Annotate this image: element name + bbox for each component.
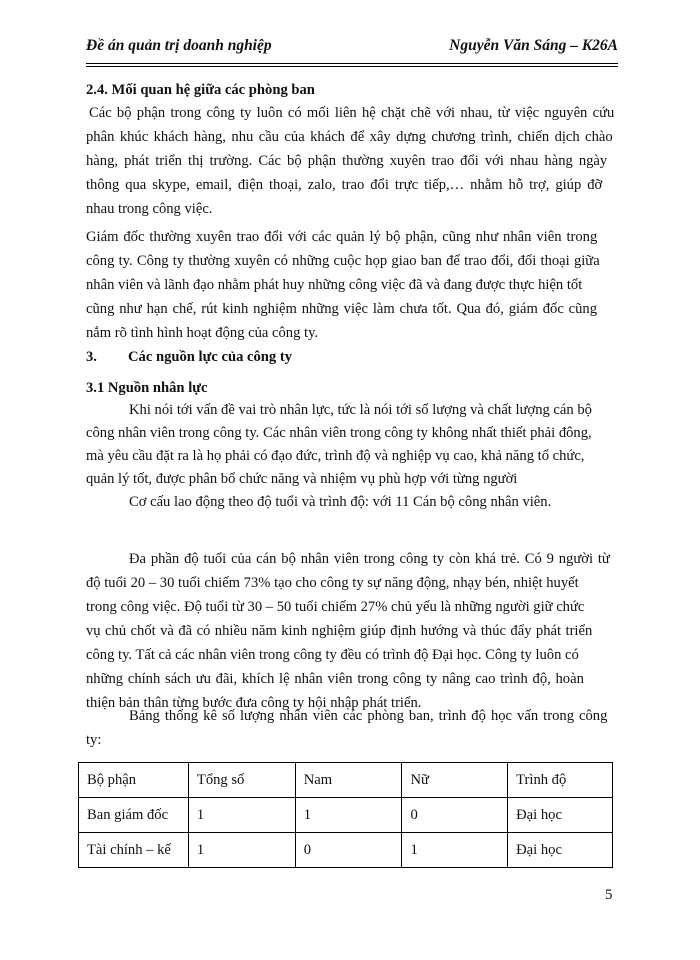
paragraph-line: Bảng thống kê số lượng nhân viên các phòng ban, trình độ học vấn trong công — [129, 708, 608, 724]
table-cell: Đại học — [508, 833, 613, 868]
paragraph-line: phân khúc khách hàng, nhu cầu của khách để xây dựng chương trình, chiến dịch chào — [86, 129, 613, 145]
header-author: Nguyễn Văn Sáng – K26A — [449, 37, 618, 54]
paragraph-line: mà yêu cầu đặt ra là họ phải có đạo đức, trình độ và nghiệp vụ cao, khả năng tổ chức, — [86, 448, 585, 464]
paragraph-line: Các bộ phận trong công ty luôn có mối liên hệ chặt chẽ với nhau, từ việc nguyên cứu — [89, 105, 615, 121]
paragraph-line: Cơ cấu lao động theo độ tuổi và trình độ: với 11 Cán bộ công nhân viên. — [129, 494, 552, 510]
table-header-row — [79, 763, 613, 798]
paragraph-line: vụ chủ chốt và đã có nhiều năm kinh nghiệm giúp định hướng và thúc đẩy phát triển — [86, 623, 593, 639]
section-heading-2-4: 2.4. Mối quan hệ giữa các phòng ban — [86, 82, 315, 98]
section-number-3: 3. — [86, 349, 97, 365]
paragraph-line: những chính sách ưu đãi, khích lệ nhân viên trong công ty nâng cao trình độ, hoàn — [86, 671, 584, 687]
table-row — [79, 833, 613, 868]
table-cell: 0 — [295, 833, 402, 868]
table-header-cell: Tổng số — [188, 763, 295, 798]
paragraph-line: nắm rõ tình hình hoạt động của công ty. — [86, 325, 319, 341]
section-heading-3: Các nguồn lực của công ty — [128, 349, 293, 365]
header-title: Đề án quản trị doanh nghiệp — [86, 37, 272, 54]
table-cell: 1 — [188, 798, 295, 833]
paragraph-line: Đa phần độ tuổi của cán bộ nhân viên trong công ty còn khá trẻ. Có 9 người từ — [129, 551, 610, 567]
table-header-cell: Trình độ — [508, 763, 613, 798]
table-cell: 1 — [188, 833, 295, 868]
paragraph-line: Giám đốc thường xuyên trao đổi với các quản lý bộ phận, cũng như nhân viên trong — [86, 229, 598, 245]
paragraph-line: độ tuổi 20 – 30 tuổi chiếm 73% tạo cho công ty sự năng động, nhạy bén, nhiệt huyết — [86, 575, 579, 591]
staff-table — [78, 762, 613, 868]
table-header-cell: Nữ — [402, 763, 508, 798]
paragraph-line: ty: — [86, 732, 102, 748]
table-cell: Ban giám đốc — [79, 798, 189, 833]
table-cell: Đại học — [508, 798, 613, 833]
paragraph-line: công ty. Tất cả các nhân viên trong công ty đều có trình độ Đại học. Công ty luôn có — [86, 647, 579, 663]
paragraph-line: cũng như hạn chế, rút kinh nghiệm những việc làm chưa tốt. Qua đó, giám đốc cũng — [86, 301, 598, 317]
paragraph-line: nhân viên và lãnh đạo nhằm phát huy những công việc đã và đang được thực hiện tốt — [86, 277, 583, 293]
table-header-cell: Nam — [295, 763, 402, 798]
table-cell: 1 — [402, 833, 508, 868]
table-header-cell: Bộ phận — [79, 763, 189, 798]
table-cell: Tài chính – kế — [79, 833, 189, 868]
paragraph-line: trong công việc. Độ tuổi từ 30 – 50 tuổi chiếm 27% chủ yếu là những người giữ chức — [86, 599, 585, 615]
paragraph-line: nhau trong công việc. — [86, 201, 213, 217]
section-heading-3-1: 3.1 Nguồn nhân lực — [86, 380, 208, 396]
table-row — [79, 798, 613, 833]
paragraph-line: công nhân viên trong công ty. Các nhân viên trong công ty không nhất thiết phải đông, — [86, 425, 592, 441]
paragraph-line: thông qua skype, email, điện thoại, zalo, trao đổi trực tiếp,… nhằm hỗ trợ, giúp đỡ — [86, 177, 603, 193]
page-number: 5 — [605, 887, 613, 903]
paragraph-line: quản lý tốt, được phân bổ chức năng và nhiệm vụ phù hợp với từng người — [86, 471, 518, 487]
paragraph-line: công ty. Công ty thường xuyên có những cuộc họp giao ban để trao đổi, đối thoại giữa — [86, 253, 600, 269]
table-cell: 0 — [402, 798, 508, 833]
table-cell: 1 — [295, 798, 402, 833]
paragraph-line: hàng, phát triển thị trường. Các bộ phận thường xuyên trao đổi với nhau hàng ngày — [86, 153, 608, 169]
paragraph-line: thiện bản thân từng bước đưa công ty hội nhập phát triển. — [86, 695, 422, 711]
header-rule — [86, 63, 618, 64]
paragraph-line: Khi nói tới vấn đề vai trò nhân lực, tức là nói tới số lượng và chất lượng cán bộ — [129, 402, 592, 418]
header-rule-double — [86, 66, 618, 67]
